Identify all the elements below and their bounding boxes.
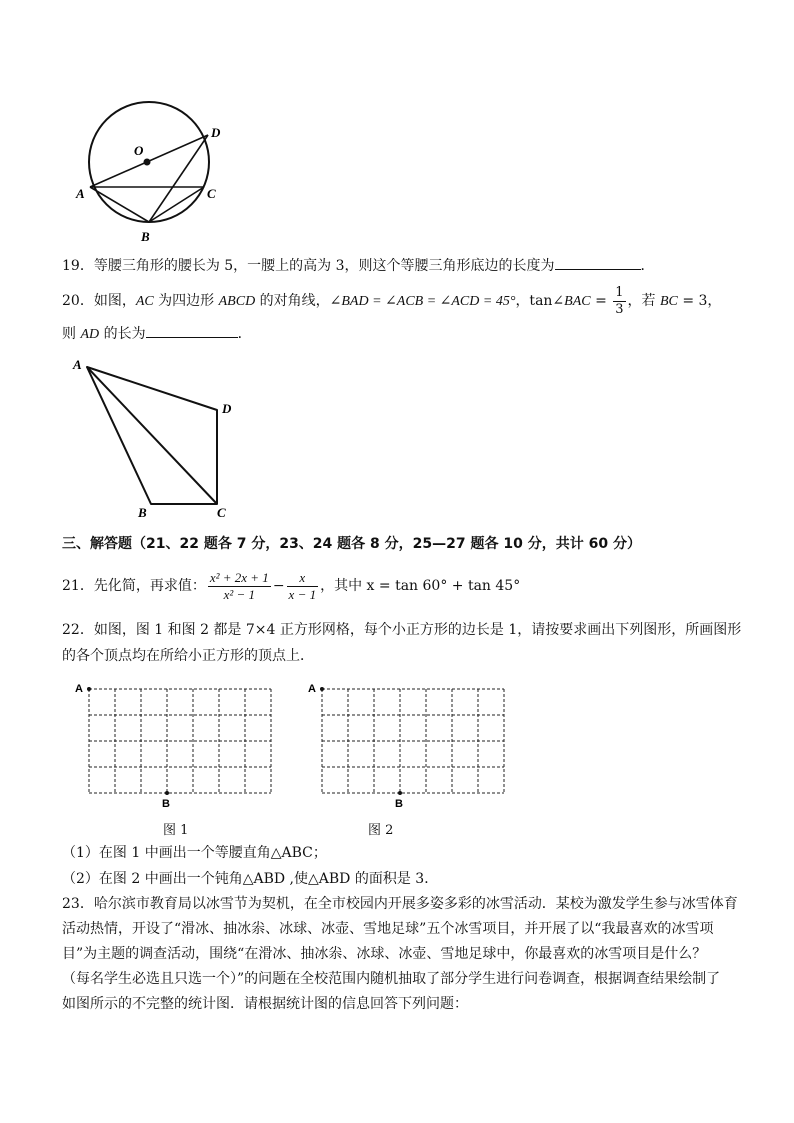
q19-text: 19．等腰三角形的腰长为 5，一腰上的高为 3，则这个等腰三角形底边的长度为 — [62, 258, 555, 274]
label-B: B — [141, 229, 150, 244]
q20-text-7: 则 — [62, 326, 81, 342]
q20-text-5: ，若 — [627, 293, 660, 309]
q23-line1: 23．哈尔滨市教育局以冰雪节为契机，在全市校园内开展多姿多彩的冰雪活动．某校为激发学生参与冰雪体育 — [62, 896, 738, 912]
q22-line2: 的各个顶点均在所给小正方形的顶点上． — [62, 648, 314, 664]
grid-2-point-B — [398, 791, 402, 795]
label-C: C — [207, 186, 216, 201]
grid-2-label-B: B — [395, 798, 403, 810]
q19-answer-blank[interactable] — [555, 269, 641, 270]
circle-figure — [70, 95, 240, 255]
q22-line1: 22．如图，图 1 和图 2 都是 7×4 正方形网格，每个小正方形的边长是 1，请按要求画出下列图形，所画图形 — [62, 622, 742, 638]
q23-line4: （每名学生必选且只选一个）”的问题在全校范围内随机抽取了部分学生进行问卷调查，根据调查结果绘制了 — [62, 971, 721, 987]
label-A: A — [76, 186, 85, 201]
q21-f1-num: x² + 2x + 1 — [209, 569, 269, 585]
q23-line2: 活动热情，开设了“滑冰、抽冰尜、冰球、冰壶、雪地足球”五个冰雪项目，并开展了以“我最喜欢的冰雪项 — [62, 921, 714, 937]
q20-text-3: 的对角线， — [255, 293, 330, 309]
q22-part2: （2）在图 2 中画出一个钝角△ABD ,使△ABD 的面积是 3． — [62, 871, 439, 887]
q20-bac: BAC — [564, 294, 591, 309]
q20-text-2: 为四边形 — [153, 293, 219, 309]
grid-2-lines — [322, 689, 504, 793]
q21-prefix: 21．先化简，再求值： — [62, 578, 206, 594]
q21-fraction-1 — [208, 570, 271, 603]
grid-1-label-B: B — [162, 798, 170, 810]
grid-1-point-A — [87, 687, 91, 691]
q22-part1: （1）在图 1 中画出一个等腰直角△ABC； — [62, 845, 327, 861]
q20-answer-blank[interactable] — [146, 337, 238, 338]
question-21 — [62, 566, 520, 606]
q20-frac-den: 3 — [615, 301, 624, 317]
center-point — [144, 159, 151, 166]
q20-angles: ∠BAD = ∠ACB = ∠ACD = 45° — [329, 294, 516, 309]
label-O: O — [134, 143, 144, 158]
q20-end: ． — [237, 326, 252, 342]
label-D: D — [222, 401, 232, 416]
label-C: C — [217, 505, 226, 520]
grid-figure-2 — [306, 680, 516, 810]
q20-ad: AD — [80, 327, 100, 342]
quadrilateral-figure — [66, 352, 246, 524]
q23-line3: 目”为主题的调查活动，围绕“在滑冰、抽冰尜、冰球、冰壶、雪地足球中，你最喜欢的冰雪项目是什么？ — [62, 946, 707, 962]
grid-figure-1 — [72, 680, 282, 810]
q21-minus: − — [272, 578, 285, 594]
label-A: A — [73, 357, 82, 372]
question-20-line1 — [62, 282, 721, 321]
grid-1-label-A: A — [75, 683, 83, 695]
q21-suffix: ，其中 x = tan 60° + tan 45° — [320, 578, 521, 594]
q20-text-8: 的长为 — [99, 326, 146, 342]
q20-ac: AC — [135, 294, 154, 309]
q21-f2-num: x — [287, 570, 319, 587]
question-20-line2 — [62, 324, 252, 345]
q23-line5: 如图所示的不完整的统计图．请根据统计图的信息回答下列问题： — [62, 996, 468, 1012]
q21-f2-den: x − 1 — [288, 586, 317, 602]
q20-text-1: 20．如图， — [62, 293, 136, 309]
grid-2-label-A: A — [308, 683, 316, 695]
q20-text-6: = 3， — [677, 293, 722, 309]
chord-BC — [149, 187, 204, 222]
grid-1-point-B — [165, 791, 169, 795]
q20-text-4: ，tan∠ — [515, 293, 565, 309]
q20-eq: = — [590, 293, 612, 309]
chord-AB — [90, 187, 149, 222]
grid-2-caption: 图 2 — [368, 823, 394, 838]
label-B: B — [138, 505, 147, 520]
q20-abcd: ABCD — [218, 294, 256, 309]
q19-end: ． — [640, 258, 655, 274]
grid-1-lines — [89, 689, 271, 793]
q20-bc: BC — [660, 294, 678, 309]
question-19 — [62, 256, 655, 276]
section-3-heading: 三、解答题（21、22 题各 7 分，23、24 题各 8 分，25—27 题各 10 分，共计 60 分） — [62, 536, 641, 552]
q20-fraction — [613, 285, 625, 318]
grid-1-caption: 图 1 — [163, 823, 189, 838]
q21-f1-den: x² − 1 — [223, 586, 256, 602]
grid-2-point-A — [320, 687, 324, 691]
label-D: D — [211, 125, 221, 140]
q20-frac-num: 1 — [615, 284, 624, 300]
q21-fraction-2 — [287, 570, 319, 603]
